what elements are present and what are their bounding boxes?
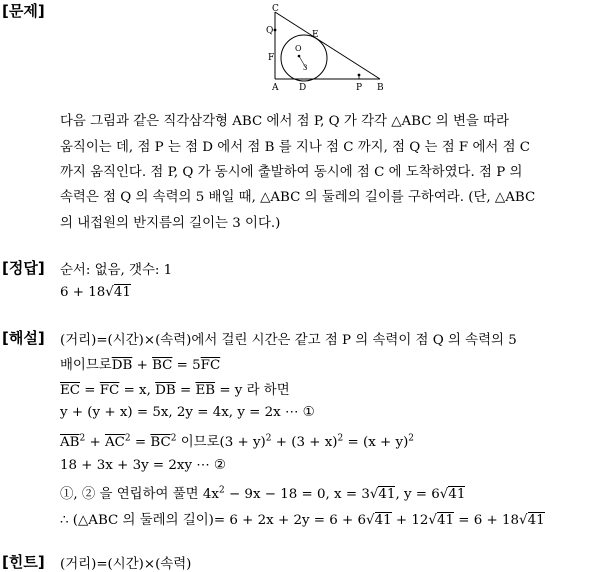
label-o: O xyxy=(295,44,302,53)
answer-value: 6 + 18√41 xyxy=(60,285,131,300)
problem-line-2: 움직이는 데, 점 P 는 점 D 에서 점 B 를 지나 점 C 까지, 점 Q 는 점 F 에서 점 C xyxy=(60,140,531,155)
label-e: E xyxy=(312,30,319,40)
label-c: C xyxy=(272,4,279,14)
hint-tag: [힌트] xyxy=(2,553,45,571)
label-f: F xyxy=(268,53,275,63)
problem-tag: [문제] xyxy=(2,2,45,20)
point-q-dot xyxy=(274,29,277,32)
hint-text: (거리)=(시간)×(속력) xyxy=(60,557,192,572)
solution-tag: [해설] xyxy=(2,329,45,347)
label-3: 3 xyxy=(303,64,308,72)
solution-line-8: ∴ (△ABC 의 둘레의 길이)= 6 + 2x + 2y = 6 + 6√41 + 12√41 = 6 + 18√41 xyxy=(60,513,545,528)
answer-tag: [정답] xyxy=(2,259,45,277)
incircle xyxy=(281,35,327,81)
solution-line-7: ①, ② 을 연립하여 풀면 $4x^2 - 9x - 18 = 0$, x = 3√41, y = 6√41 xyxy=(60,485,466,502)
solution-line-1: (거리)=(시간)×(속력)에서 걸린 시간은 같고 점 P 의 속력이 점 Q 의 속력의 5 xyxy=(60,333,517,348)
solution-line-6: 18 + 3x + 3y = 2xy ⋯ ② xyxy=(60,458,226,473)
solution-line-5: $\overline{AB}^2 + \overline{AC}^2 = \overline{BC}^2$ 이므로$(3 + y)^2 + (3 + x)^2 = (x + y)^2$ xyxy=(60,433,415,450)
side-bc xyxy=(275,12,380,79)
label-q: Q xyxy=(266,26,274,36)
problem-line-1: 다음 그림과 같은 직각삼각형 ABC 에서 점 P, Q 가 각각 △ABC 의 변을 따라 xyxy=(60,114,509,129)
answer-order-line: 순서: 없음, 갯수: 1 xyxy=(60,263,173,278)
solution-line-2: 배이므로$\overline{DB} + \overline{BC} = 5\overline{FC}$ xyxy=(60,358,221,373)
solution-line-4: y + (y + x) = 5x, 2y = 4x, y = 2x ⋯ ① xyxy=(60,405,315,420)
label-d: D xyxy=(299,83,307,93)
label-a: A xyxy=(272,83,279,93)
label-b: B xyxy=(377,83,384,93)
label-p: P xyxy=(356,83,363,93)
problem-line-5: 의 내접원의 반지름의 길이는 3 이다.) xyxy=(60,216,281,231)
problem-line-3: 까지 움직인다. 점 P, Q 가 동시에 출발하여 동시에 점 C 에 도착하였다. 점 P 의 xyxy=(60,165,523,180)
triangle-figure xyxy=(262,0,392,95)
solution-line-3: $\overline{EC} = \overline{FC} = x$, $\overline{DB} = \overline{EB} = y$ 라 하면 xyxy=(60,383,290,398)
problem-line-4: 속력은 점 Q 의 속력의 5 배일 때, △ABC 의 둘레의 길이를 구하여라. (단, △ABC xyxy=(60,190,536,205)
